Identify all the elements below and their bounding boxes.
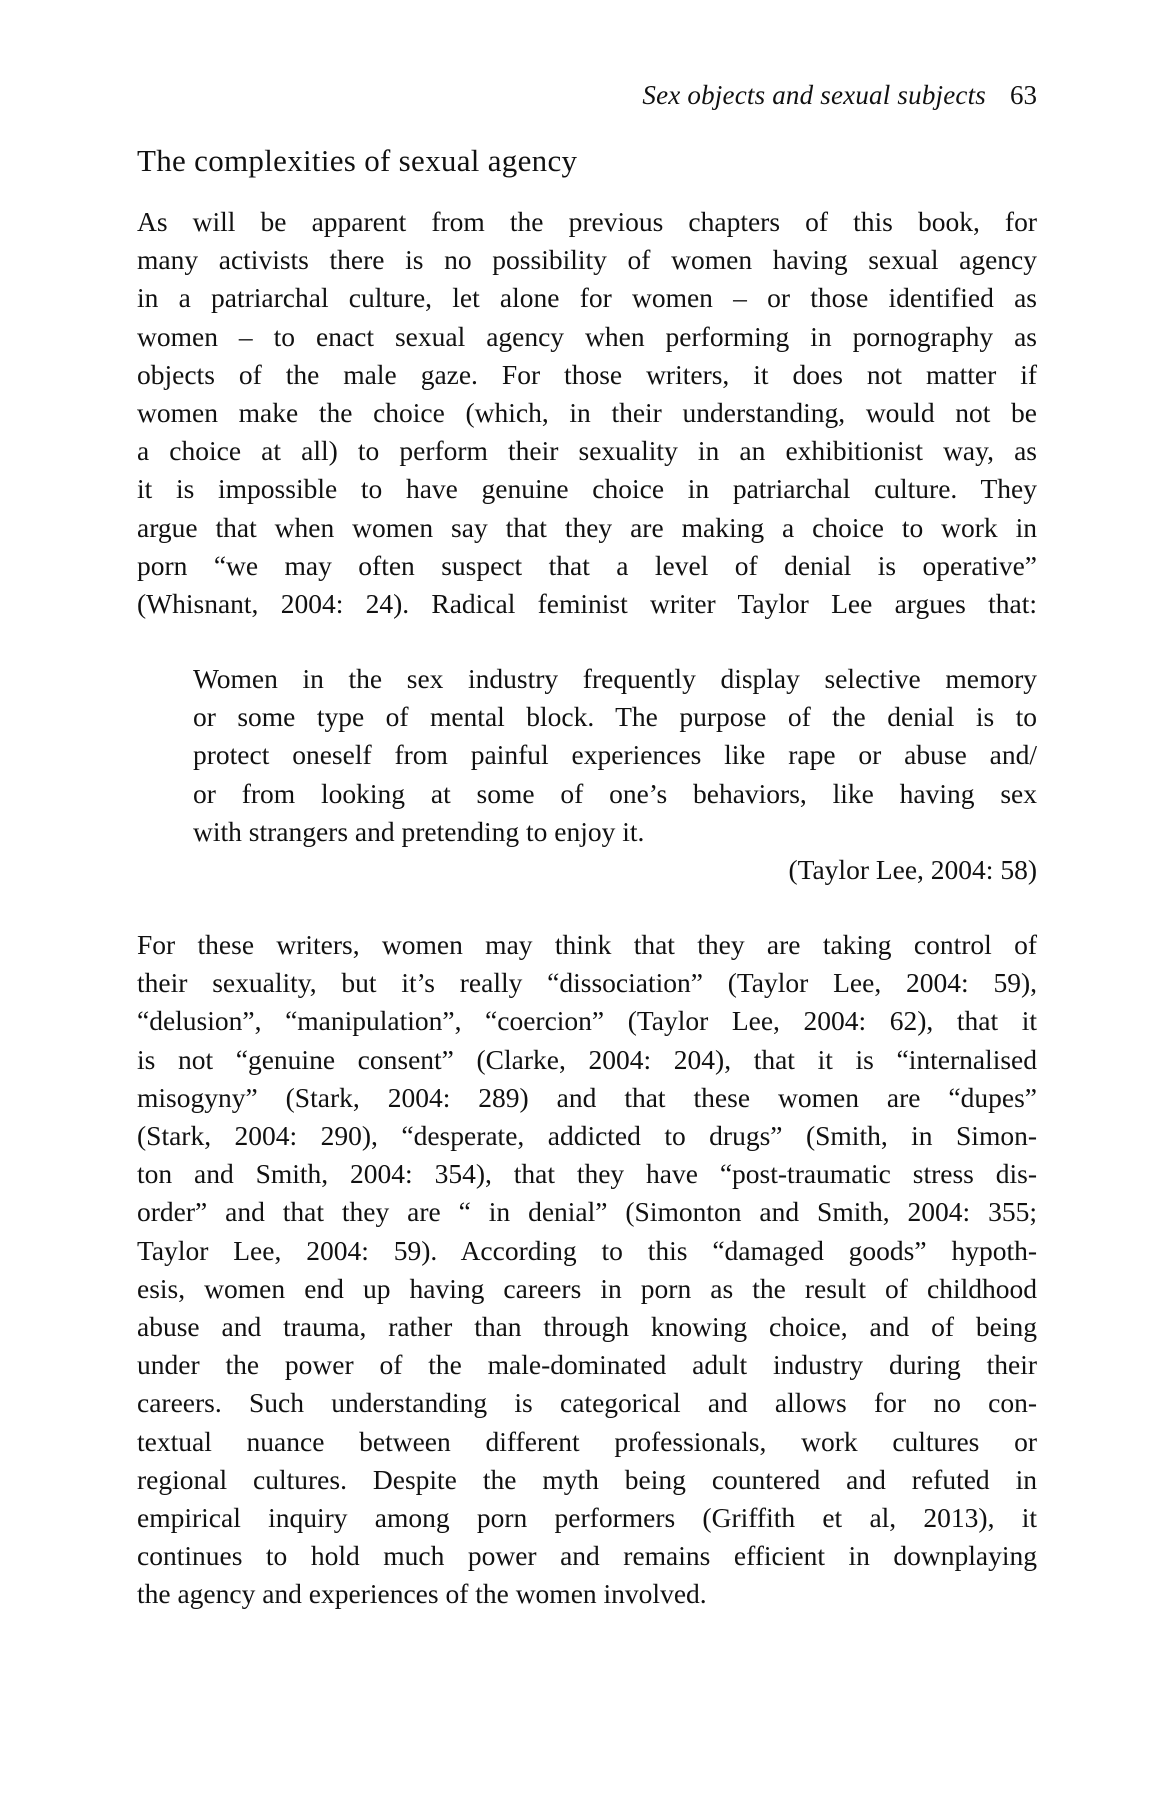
paragraph-1 — [137, 203, 1037, 623]
text-line: (Stark, 2004: 290), “desperate, addicted to drugs” (Smith, in Simon- — [137, 1120, 1037, 1152]
text-line: esis, women end up having careers in porn as the result of childhood — [137, 1272, 1037, 1304]
text-line: (Whisnant, 2004: 24). Radical feminist writer Taylor Lee argues that: — [137, 588, 1037, 620]
text-line: abuse and trauma, rather than through knowing choice, and of being — [137, 1311, 1037, 1343]
text-line: “delusion”, “manipulation”, “coercion” (Taylor Lee, 2004: 62), that it — [137, 1005, 1037, 1037]
section-heading: The complexities of sexual agency — [137, 143, 578, 178]
paragraph-2 — [137, 926, 1037, 1614]
quote-line: with strangers and pretending to enjoy it. — [193, 815, 645, 847]
block-quote — [193, 660, 1037, 851]
text-line: many activists there is no possibility of women having sexual agency — [137, 244, 1037, 276]
text-line: textual nuance between different professionals, work cultures or — [137, 1425, 1037, 1457]
text-line: women – to enact sexual agency when performing in pornography as — [137, 320, 1037, 352]
page-number: 63 — [1010, 80, 1037, 110]
quote-line: or some type of mental block. The purpose of the denial is to — [193, 701, 1037, 733]
text-line: continues to hold much power and remains efficient in downplaying — [137, 1540, 1037, 1572]
quote-line: Women in the sex industry frequently display selective memory — [193, 663, 1037, 694]
text-line: ton and Smith, 2004: 354), that they have “post-traumatic stress dis- — [137, 1158, 1037, 1190]
quote-citation: (Taylor Lee, 2004: 58) — [788, 854, 1037, 885]
quote-line: or from looking at some of one’s behaviors, like having sex — [193, 777, 1037, 809]
text-line: a choice at all) to perform their sexuality in an exhibitionist way, as — [137, 435, 1037, 467]
text-line: under the power of the male-dominated adult industry during their — [137, 1349, 1037, 1381]
text-line: their sexuality, but it’s really “dissociation” (Taylor Lee, 2004: 59), — [137, 967, 1037, 999]
running-header-title: Sex objects and sexual subjects — [642, 80, 986, 110]
text-line: the agency and experiences of the women involved. — [137, 1578, 707, 1610]
text-line: in a patriarchal culture, let alone for women – or those identified as — [137, 282, 1037, 314]
text-line: porn “we may often suspect that a level of denial is operative” — [137, 549, 1037, 581]
text-line: women make the choice (which, in their understanding, would not be — [137, 397, 1037, 429]
text-line: order” and that they are “ in denial” (Simonton and Smith, 2004: 355; — [137, 1196, 1037, 1228]
running-header — [642, 78, 1037, 112]
text-line: argue that when women say that they are making a choice to work in — [137, 511, 1037, 543]
text-line: is not “genuine consent” (Clarke, 2004: 204), that it is “internalised — [137, 1043, 1037, 1075]
text-line: empirical inquiry among porn performers (Griffith et al, 2013), it — [137, 1502, 1037, 1534]
text-line: As will be apparent from the previous chapters of this book, for — [137, 206, 1037, 237]
quote-line: protect oneself from painful experiences like rape or abuse and/ — [193, 739, 1037, 771]
text-line: careers. Such understanding is categorical and allows for no con- — [137, 1387, 1037, 1419]
text-line: misogyny” (Stark, 2004: 289) and that these women are “dupes” — [137, 1081, 1037, 1113]
text-line: it is impossible to have genuine choice in patriarchal culture. They — [137, 473, 1037, 505]
text-line: Taylor Lee, 2004: 59). According to this “damaged goods” hypoth- — [137, 1234, 1037, 1266]
text-line: regional cultures. Despite the myth being countered and refuted in — [137, 1463, 1037, 1495]
text-line: For these writers, women may think that they are taking control of — [137, 929, 1037, 960]
text-line: objects of the male gaze. For those writers, it does not matter if — [137, 358, 1037, 390]
